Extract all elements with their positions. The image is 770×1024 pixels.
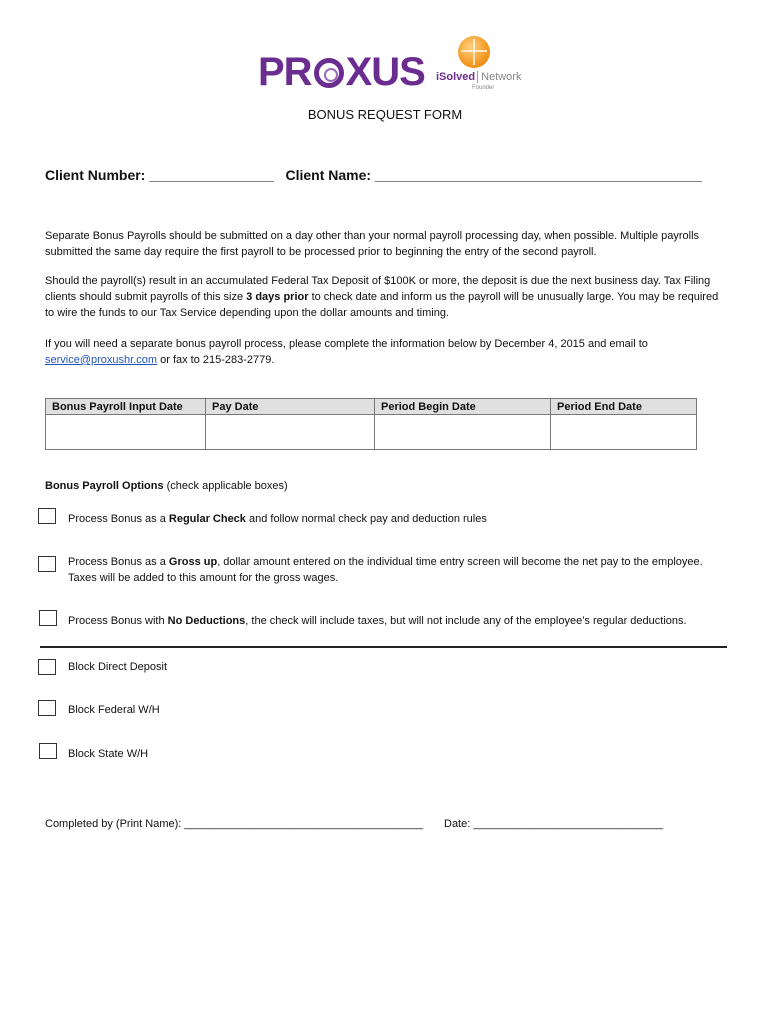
- o2-text-a: Process Bonus as a: [68, 556, 169, 568]
- logo-o-icon: [314, 58, 344, 88]
- o1-text-a: Process Bonus as a: [68, 513, 169, 525]
- logo-wordmark: [258, 50, 425, 95]
- client-number-label: Client Number:: [45, 167, 146, 183]
- paragraph-separate-payrolls: Separate Bonus Payrolls should be submitted on a day other than your normal payroll processing day, when possible. Multiple payrolls submitted the same day require the first payroll to be processed prior to beginning the entry of the second payroll.: [45, 230, 700, 258]
- option-no-deductions: [68, 613, 718, 629]
- header-pay-date: Pay Date: [206, 399, 375, 415]
- o2-bold: Gross up: [168, 556, 218, 568]
- client-name-field[interactable]: __________________________________________: [374, 167, 702, 183]
- gross-up-checkbox[interactable]: [38, 556, 56, 572]
- regular-check-checkbox[interactable]: [38, 508, 56, 524]
- paragraph-tax-deposit: [45, 273, 725, 321]
- date-line: [444, 818, 663, 830]
- form-title: BONUS REQUEST FORM: [307, 107, 463, 122]
- date-label: Date:: [444, 818, 474, 830]
- completed-by-line: [45, 818, 423, 830]
- input-date-cell[interactable]: [46, 415, 206, 450]
- date-field[interactable]: _______________________________: [473, 818, 664, 830]
- o1-bold: Regular Check: [168, 513, 246, 525]
- options-heading-bold: Bonus Payroll Options: [45, 480, 164, 492]
- o2-text-b: , dollar amount entered on the individual time entry screen will become the net pay to the employee. Taxes will be added to this amount for the gross wages.: [68, 556, 703, 584]
- header-input-date: Bonus Payroll Input Date: [46, 399, 206, 415]
- p2-text-a: Should the payroll(s) result in an accumulated Federal Tax Deposit of $100K or more, the deposit is due the next business day: [45, 275, 658, 287]
- option-block-direct-deposit: Block Direct Deposit: [68, 661, 168, 673]
- network-text: Network: [477, 71, 521, 83]
- client-name-label: Client Name:: [285, 167, 372, 183]
- p3-text-a: If you will need a separate bonus payroll process, please complete the information below by December 4, 2015 and email to: [45, 338, 648, 350]
- option-gross-up: [68, 554, 718, 586]
- table-header-row: [46, 399, 697, 415]
- p2-bold-days: 3 days prior: [246, 291, 309, 303]
- o3-text-a: Process Bonus with: [68, 615, 168, 627]
- client-number-field[interactable]: ________________: [149, 167, 274, 183]
- table-row: [46, 415, 697, 450]
- proxus-logo: [258, 36, 522, 100]
- period-end-cell[interactable]: [551, 415, 697, 450]
- option-block-federal-wh: Block Federal W/H: [68, 704, 160, 716]
- globe-icon: [458, 36, 490, 68]
- block-direct-deposit-checkbox[interactable]: [38, 659, 56, 675]
- block-federal-wh-checkbox[interactable]: [38, 700, 56, 716]
- p2-text-c: to check date and inform us the payroll will be unusually large. You may be required to wire the funds to our Tax Service depending upon the dollar amounts and timing.: [45, 291, 719, 319]
- email-link[interactable]: service@proxushr.com: [45, 354, 158, 366]
- no-deductions-checkbox[interactable]: [39, 610, 57, 626]
- founder-text: Founder: [472, 85, 495, 91]
- client-info-line: [45, 167, 702, 183]
- payroll-dates-table: [45, 398, 697, 450]
- block-state-wh-checkbox[interactable]: [39, 743, 57, 759]
- pay-date-cell[interactable]: [206, 415, 375, 450]
- completed-by-label: Completed by (Print Name):: [45, 818, 185, 830]
- p3-text-b: or fax to 215-283-2779.: [157, 354, 275, 366]
- option-regular-check: [68, 511, 718, 527]
- options-heading: [45, 480, 288, 492]
- paragraph-instructions: [45, 336, 725, 368]
- header-period-end: Period End Date: [551, 399, 697, 415]
- o3-bold: No Deductions: [167, 615, 246, 627]
- completed-by-field[interactable]: _______________________________________: [184, 818, 423, 830]
- logo-text-right: XUS: [345, 50, 425, 94]
- period-begin-cell[interactable]: [375, 415, 551, 450]
- section-divider: [40, 646, 727, 648]
- isolved-text: iSolved: [436, 71, 476, 83]
- logo-text-left: PR: [258, 50, 312, 94]
- p2-text-b: . Tax Filing clients should submit payrolls of this size: [45, 275, 711, 303]
- header-period-begin: Period Begin Date: [375, 399, 551, 415]
- isolved-network-label: [436, 71, 521, 83]
- option-block-state-wh: Block State W/H: [68, 748, 149, 760]
- o1-text-b: and follow normal check pay and deduction rules: [245, 513, 487, 525]
- options-heading-rest: (check applicable boxes): [163, 480, 288, 492]
- o3-text-b: , the check will include taxes, but will not include any of the employee’s regular deductions.: [245, 615, 687, 627]
